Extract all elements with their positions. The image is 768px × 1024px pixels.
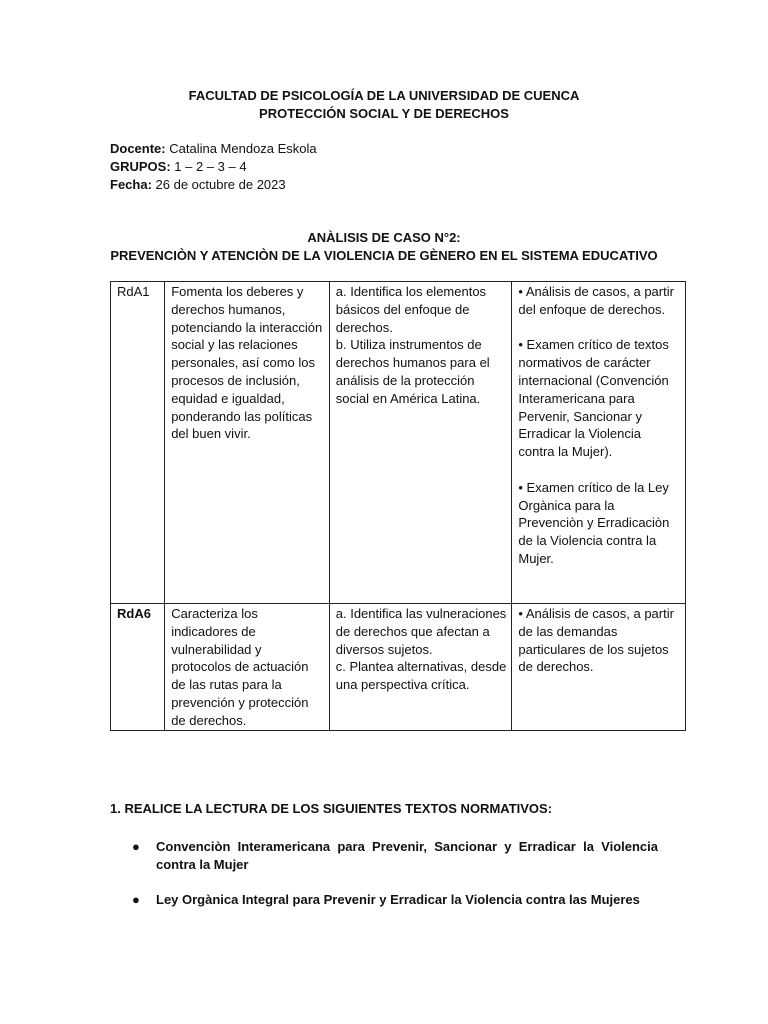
objective-item: a. Identifica las vulneraciones de derechos que afectan a diversos sujetos.: [335, 606, 507, 657]
grupos-line: [110, 158, 247, 176]
grupos-value: 1 – 2 – 3 – 4: [170, 159, 247, 174]
list-item-text: Convenciòn Interamericana para Prevenir, Sancionar y Erradicar la Violencia contra la Mujer: [156, 839, 658, 872]
learning-outcomes-table: [110, 281, 686, 731]
bullet-icon: ●: [132, 839, 140, 854]
docente-line: [110, 140, 317, 158]
grupos-label: GRUPOS:: [110, 159, 171, 174]
faculty-title: FACULTAD DE PSICOLOGÍA DE LA UNIVERSIDAD DE CUENCA: [188, 88, 580, 103]
activity-item: • Examen crítico de la Ley Orgànica para la Prevenciòn y Erradicaciòn de la Violencia contra la Mujer.: [518, 479, 670, 566]
activity-item: • Análisis de casos, a partir del enfoque de derechos.: [518, 284, 674, 317]
activity-item: • Examen crítico de textos normativos de carácter internacional (Convención Interamericana para Pervenir, Sancionar y Erradicar la Violencia contra la Mujer).: [518, 337, 669, 460]
fecha-label: Fecha:: [110, 177, 152, 192]
rda-code-cell: RdA1: [111, 282, 165, 604]
rda-activities-cell: [512, 604, 686, 731]
table-row: [111, 282, 686, 604]
case-title: ANÀLISIS DE CASO N°2:: [307, 230, 461, 245]
objective-item: b. Utiliza instrumentos de derechos humanos para el análisis de la protección social en América Latina.: [335, 337, 490, 406]
activity-item: • Análisis de casos, a partir de las demandas particulares de los sujetos de derechos.: [518, 606, 674, 675]
course-title: PROTECCIÓN SOCIAL Y DE DERECHOS: [259, 106, 509, 121]
rda-code-cell: RdA6: [111, 604, 165, 731]
case-subtitle: PREVENCIÒN Y ATENCIÒN DE LA VIOLENCIA DE GÈNERO EN EL SISTEMA EDUCATIVO: [110, 248, 658, 263]
list-item: [132, 891, 658, 909]
section-heading: 1. REALICE LA LECTURA DE LOS SIGUIENTES TEXTOS NORMATIVOS:: [110, 801, 553, 816]
rda-description-cell: Fomenta los deberes y derechos humanos, potenciando la interacción social y las relaciones personales, así como los procesos de inclusión, equidad e igualdad, ponderando las políticas del buen vivir.: [165, 282, 330, 604]
fecha-line: [110, 176, 286, 194]
list-item: [132, 838, 658, 874]
fecha-value: 26 de octubre de 2023: [151, 177, 286, 192]
docente-value: Catalina Mendoza Eskola: [165, 141, 317, 156]
table-row: [111, 604, 686, 731]
objective-item: a. Identifica los elementos básicos del enfoque de derechos.: [335, 284, 487, 335]
docente-label: Docente:: [110, 141, 166, 156]
rda-objectives-cell: [329, 282, 512, 604]
rda-description-cell: Caracteriza los indicadores de vulnerabilidad y protocolos de actuación de las rutas para la prevención y protección de derechos.: [165, 604, 330, 731]
bullet-icon: ●: [132, 892, 140, 907]
list-item-text: Ley Orgànica Integral para Prevenir y Erradicar la Violencia contra las Mujeres: [156, 892, 640, 907]
rda-objectives-cell: [329, 604, 512, 731]
rda-activities-cell: [512, 282, 686, 604]
objective-item: c. Plantea alternativas, desde una perspectiva crítica.: [335, 659, 507, 693]
